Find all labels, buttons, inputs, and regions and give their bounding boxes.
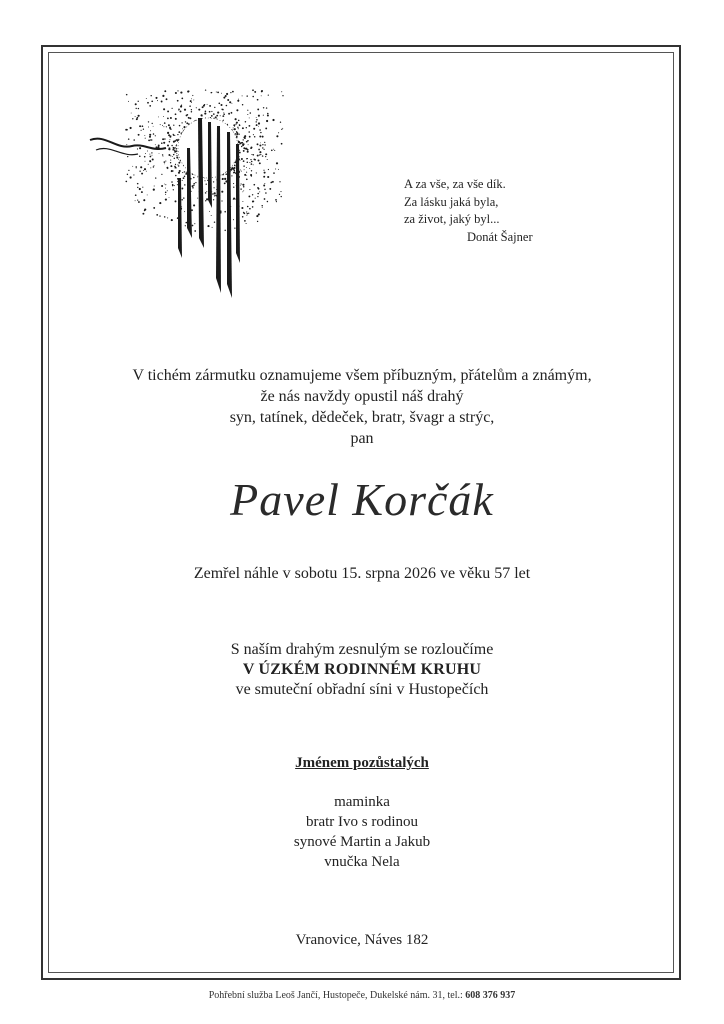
relative-item: bratr Ivo s rodinou — [305, 814, 419, 830]
deceased-name: Pavel Korčák — [230, 474, 494, 525]
intro-line: V tichém zármutku oznamujeme všem příbuzným, přátelům a známým, — [132, 367, 592, 384]
relative-item: maminka — [334, 794, 390, 810]
relative-item: vnučka Nela — [324, 854, 400, 870]
intro-line: syn, tatínek, dědeček, bratr, švagr a strýc, — [229, 409, 495, 426]
relatives-list — [0, 792, 724, 872]
farewell-emphasis: V ÚZKÉM RODINNÉM KRUHU — [242, 661, 482, 678]
farewell-line: S naším drahým zesnulým se rozloučíme — [230, 641, 494, 658]
quote-line: Za lásku jaká byla, — [404, 194, 499, 209]
farewell-block — [0, 640, 724, 700]
footer-text: Pohřební služba Leoš Jančí, Hustopeče, Dukelské nám. 31, tel.: — [208, 990, 463, 1001]
announcement-intro — [0, 365, 724, 449]
quote-line: A za vše, za vše dík. — [404, 177, 506, 191]
quote-line: za život, jaký byl... — [404, 212, 500, 226]
quote-block — [404, 176, 604, 246]
intro-line: pan — [350, 430, 374, 447]
sun-candles-emblem-icon — [86, 88, 286, 328]
footer-phone: 608 376 937 — [465, 990, 516, 1001]
quote-author: Donát Šajner — [467, 229, 533, 244]
farewell-line: ve smuteční obřadní síni v Hustopečích — [235, 681, 489, 698]
intro-line: že nás navždy opustil náš drahý — [260, 388, 464, 405]
address: Vranovice, Náves 182 — [295, 932, 429, 948]
death-notice: Zemřel náhle v sobotu 15. srpna 2026 ve věku 57 let — [193, 565, 531, 582]
on-behalf-heading: Jménem pozůstalých — [295, 755, 429, 771]
footer — [0, 989, 724, 1003]
relative-item: synové Martin a Jakub — [293, 834, 431, 850]
